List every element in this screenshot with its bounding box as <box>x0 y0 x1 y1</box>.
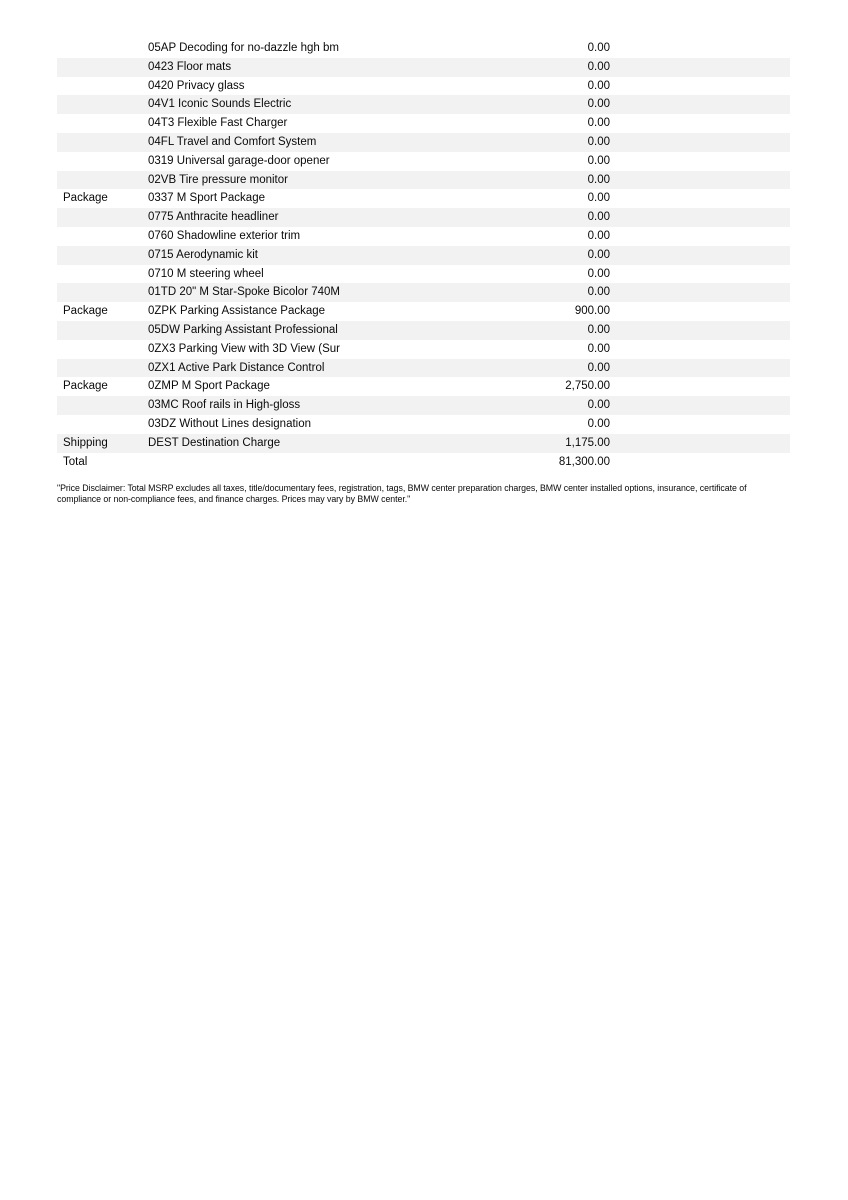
price-cell: 900.00 <box>574 305 610 318</box>
description-cell: 0ZPK Parking Assistance Package <box>148 305 326 318</box>
table-row <box>57 246 790 265</box>
table-row <box>57 340 790 359</box>
price-disclaimer: "Price Disclaimer: Total MSRP excludes all taxes, title/documentary fees, registration, tags, BMW center preparation charges, BMW center installed options, insurance, certificate of compliance or non-compliance fees, and finance charges. Prices may vary by BMW center." <box>57 483 747 505</box>
table-row <box>57 95 790 114</box>
price-cell: 0.00 <box>587 79 610 92</box>
table-row <box>57 114 790 133</box>
description-cell: 0ZX3 Parking View with 3D View (Sur <box>148 342 340 355</box>
description-cell: 05AP Decoding for no-dazzle hgh bm <box>148 42 339 54</box>
price-cell: 0.00 <box>587 192 610 205</box>
table-row <box>57 208 790 227</box>
price-cell: 0.00 <box>587 229 610 242</box>
category-cell: Shipping <box>63 436 108 449</box>
description-cell: 04FL Travel and Comfort System <box>148 135 317 148</box>
description-cell: 0337 M Sport Package <box>148 192 265 205</box>
table-row <box>57 359 790 378</box>
table-row <box>57 152 790 171</box>
description-cell: 05DW Parking Assistant Professional <box>148 323 338 336</box>
description-cell: 04T3 Flexible Fast Charger <box>148 117 288 130</box>
description-cell: 0710 M steering wheel <box>148 267 264 280</box>
description-cell: 0ZX1 Active Park Distance Control <box>148 361 325 374</box>
price-cell: 0.00 <box>587 399 610 412</box>
table-row <box>57 321 790 340</box>
description-cell: 0ZMP M Sport Package <box>148 380 270 393</box>
table-row <box>57 133 790 152</box>
table-row <box>57 396 790 415</box>
table-row <box>57 377 790 396</box>
description-cell: 02VB Tire pressure monitor <box>148 173 288 186</box>
table-row <box>57 302 790 321</box>
table-row <box>57 415 790 434</box>
table-row <box>57 171 790 190</box>
category-cell: Package <box>63 192 108 205</box>
price-cell: 0.00 <box>587 323 610 336</box>
price-cell: 0.00 <box>587 117 610 130</box>
category-cell: Package <box>63 380 108 393</box>
price-cell: 0.00 <box>587 173 610 186</box>
price-cell: 0.00 <box>587 98 610 111</box>
table-row <box>57 453 790 472</box>
category-cell: Total <box>63 455 88 468</box>
table-row <box>57 283 790 302</box>
price-cell: 1,175.00 <box>565 436 610 449</box>
description-cell: 0760 Shadowline exterior trim <box>148 229 301 242</box>
options-table <box>57 39 790 471</box>
price-cell: 0.00 <box>587 154 610 167</box>
price-cell: 0.00 <box>587 361 610 374</box>
table-row <box>57 434 790 453</box>
description-cell: 0423 Floor mats <box>148 60 232 73</box>
price-cell: 0.00 <box>587 286 610 299</box>
table-row <box>57 265 790 284</box>
table-row <box>57 39 790 58</box>
table-row <box>57 227 790 246</box>
description-cell: 03MC Roof rails in High-gloss <box>148 399 301 412</box>
table-row <box>57 189 790 208</box>
price-cell: 0.00 <box>587 342 610 355</box>
description-cell: DEST Destination Charge <box>148 436 281 449</box>
table-row <box>57 77 790 96</box>
category-cell: Package <box>63 305 108 318</box>
description-cell: 0775 Anthracite headliner <box>148 211 279 224</box>
description-cell: 0420 Privacy glass <box>148 79 245 92</box>
description-cell: 01TD 20" M Star-Spoke Bicolor 740M <box>148 286 340 299</box>
price-cell: 0.00 <box>587 42 610 54</box>
table-row <box>57 58 790 77</box>
price-cell: 0.00 <box>587 417 610 430</box>
description-cell: 03DZ Without Lines designation <box>148 417 312 430</box>
description-cell: 0319 Universal garage-door opener <box>148 154 330 167</box>
price-cell: 81,300.00 <box>558 455 610 468</box>
price-cell: 0.00 <box>587 211 610 224</box>
description-cell: 04V1 Iconic Sounds Electric <box>148 98 292 111</box>
price-cell: 2,750.00 <box>565 380 610 393</box>
price-cell: 0.00 <box>587 248 610 261</box>
price-cell: 0.00 <box>587 60 610 73</box>
description-cell: 0715 Aerodynamic kit <box>148 248 258 261</box>
price-cell: 0.00 <box>587 135 610 148</box>
price-cell: 0.00 <box>587 267 610 280</box>
